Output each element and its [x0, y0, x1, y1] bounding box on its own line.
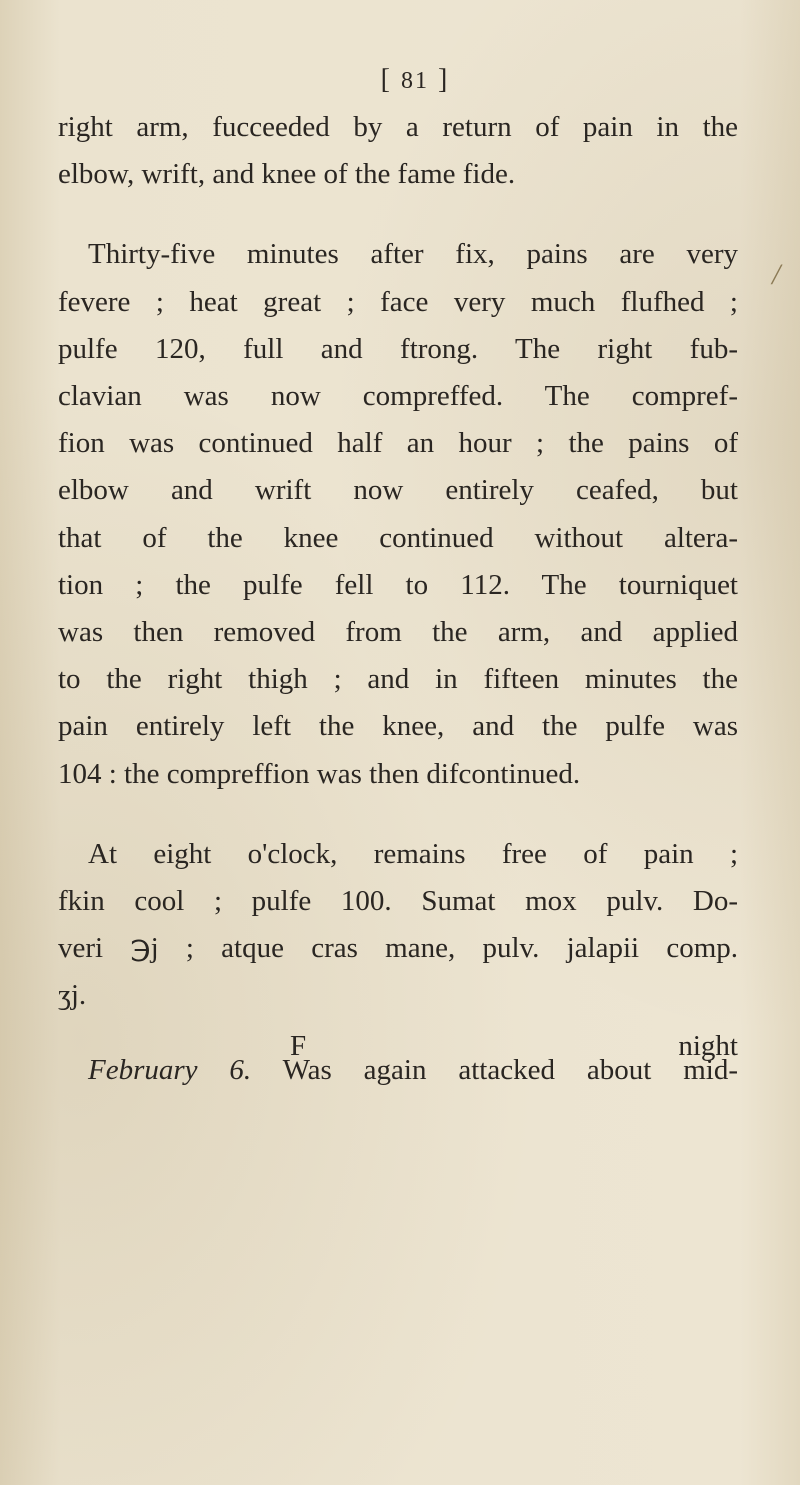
body-text — [58, 104, 738, 1094]
text-line: pulfe 120, full and ftrong. The right fub- — [58, 332, 738, 365]
text-line: clavian was now compreffed. The compref- — [58, 380, 738, 413]
catchword: night — [678, 1030, 738, 1062]
text-line: to the right thigh ; and in fifteen minutes the — [58, 663, 738, 696]
paragraph-4 — [58, 1047, 738, 1094]
signature-mark: F — [290, 1030, 307, 1062]
text-line: 104 : the compreffion was then difcontinued. — [58, 757, 581, 790]
margin-ink-mark: / — [772, 258, 781, 291]
page-header — [0, 64, 800, 96]
text-line: elbow and wrift now entirely ceafed, but — [58, 474, 738, 507]
paragraph-2 — [58, 231, 738, 797]
text-line — [58, 1047, 738, 1094]
close-bracket: ] — [438, 64, 450, 95]
entry-text: Was again attacked about mid- — [251, 1053, 738, 1086]
text-line: that of the knee continued without altera- — [58, 521, 738, 554]
text-line: ʒj. — [58, 979, 87, 1012]
text-line: fevere ; heat great ; face very much flufhed ; — [58, 285, 738, 318]
paragraph-1 — [58, 104, 738, 198]
open-bracket: [ — [380, 64, 392, 95]
entry-date: February 6. — [88, 1053, 252, 1086]
text-line: fion was continued half an hour ; the pains of — [58, 427, 738, 460]
page-number: 81 — [401, 68, 429, 94]
text-line: elbow, wrift, and knee of the fame fide. — [58, 158, 516, 191]
text-line: pain entirely left the knee, and the pulfe was — [58, 710, 738, 743]
text-line: veri ℈j ; atque cras mane, pulv. jalapii comp. — [58, 932, 738, 965]
text-line: At eight o'clock, remains free of pain ; — [88, 837, 738, 870]
text-line: tion ; the pulfe fell to 112. The tourniquet — [58, 568, 738, 601]
text-line: fkin cool ; pulfe 100. Sumat mox pulv. Do- — [58, 885, 738, 918]
paragraph-3 — [58, 831, 738, 1020]
text-line: Thirty-five minutes after fix, pains are very — [88, 238, 738, 271]
text-line: right arm, fucceeded by a return of pain in the — [58, 111, 738, 143]
text-line: was then removed from the arm, and applied — [58, 616, 738, 649]
